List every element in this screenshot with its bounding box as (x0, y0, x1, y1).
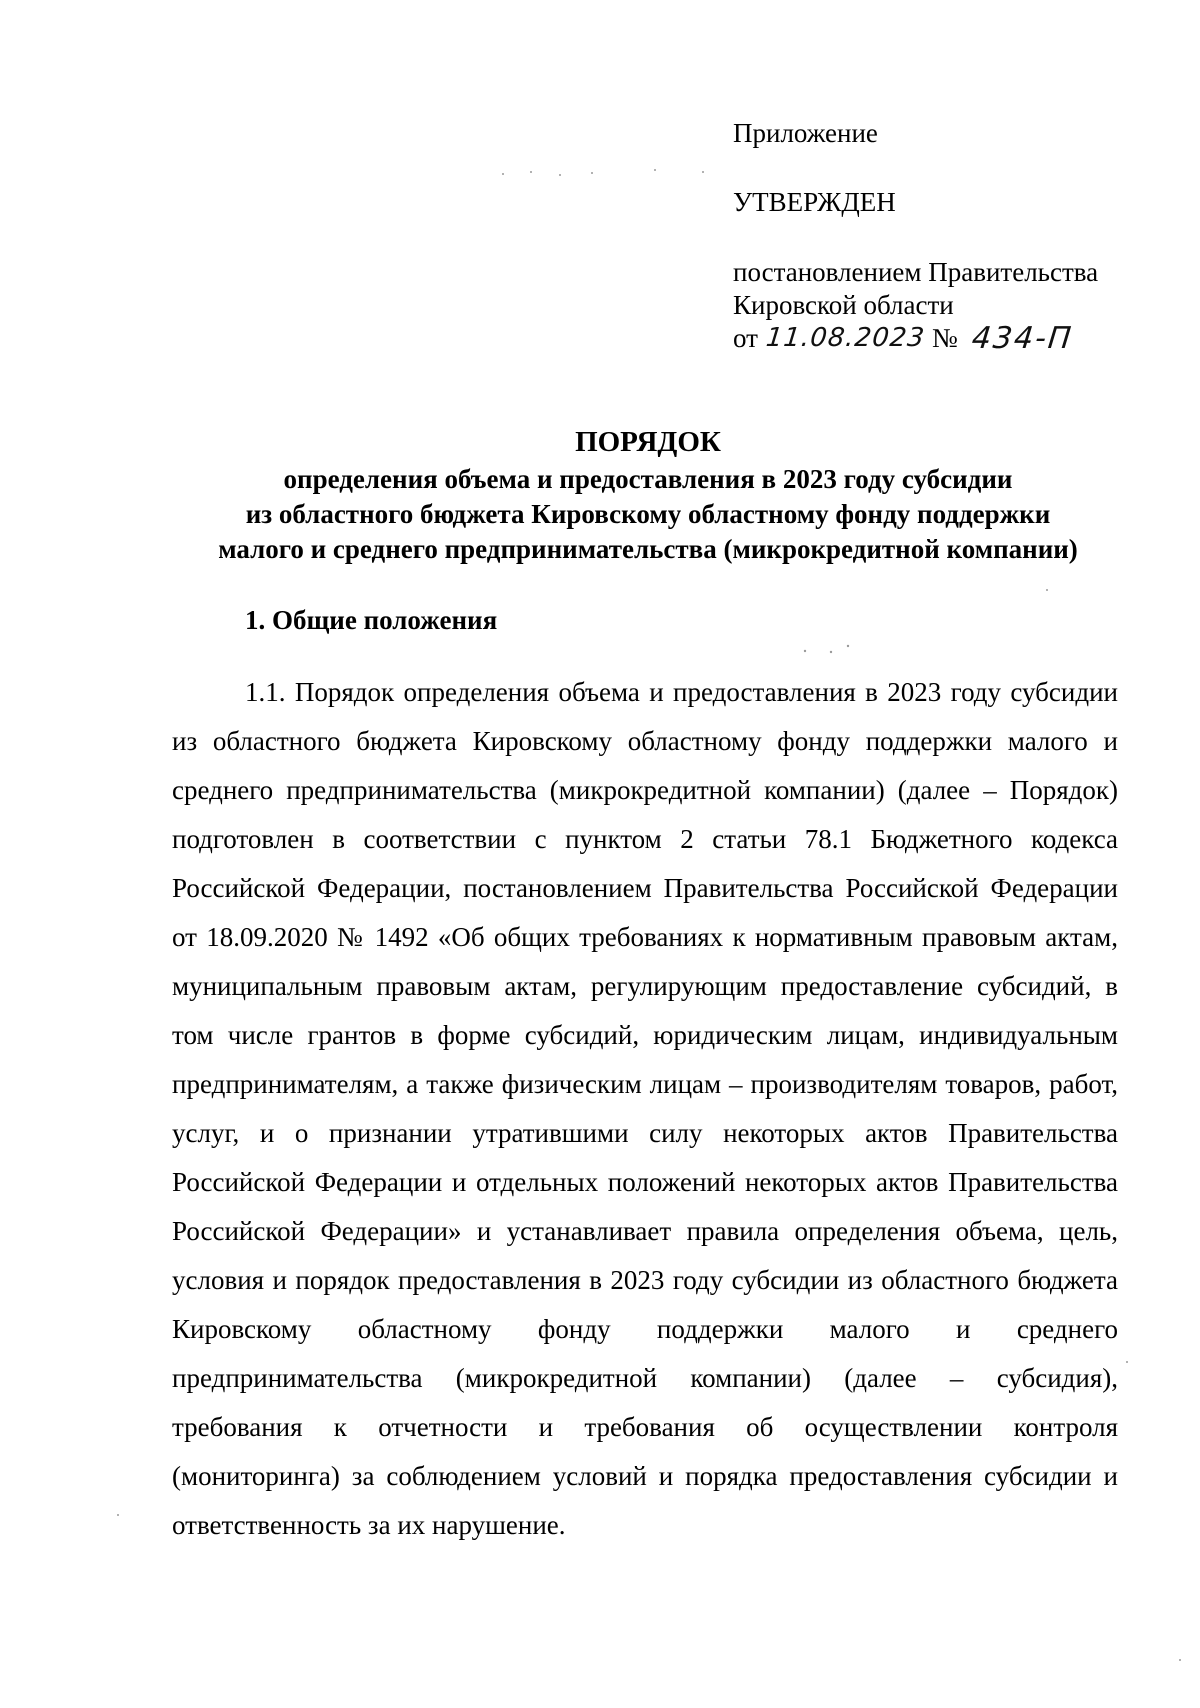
approval-stamp-block (733, 117, 1173, 355)
section-paragraph: 1.1. Порядок определения объема и предоставления в 2023 году субсидии из областного бюджета Кировскому областному фонду поддержки малого и среднего предпринимательства (микрокредитной компании) (далее – Порядок) подготовлен в соответствии с пунктом 2 статьи 78.1 Бюджетного кодекса Российской Федерации, постановлением Правительства Российской Федерации от 18.09.2020 № 1492 «Об общих требованиях к нормативным правовым актам, муниципальным правовым актам, регулирующим предоставление субсидий, в том числе грантов в форме субсидий, юридическим лицам, индивидуальным предпринимателям, а также физическим лицам – производителям товаров, работ, услуг, и о признании утратившими силу некоторых актов Правительства Российской Федерации и отдельных положений некоторых актов Правительства Российской Федерации» и устанавливает правила определения объема, цель, условия и порядок предоставления в 2023 году субсидии из областного бюджета Кировскому областному фонду поддержки малого и среднего предпринимательства (микрокредитной компании) (далее – субсидия), требования к отчетности и требования об осуществлении контроля (мониторинга) за соблюдением условий и порядка предоставления субсидии и ответственность за их нарушение. (172, 677, 1118, 1540)
document-title: ПОРЯДОК (575, 426, 721, 458)
document-subtitle-line-1: определения объема и предоставления в 2023 году субсидии (283, 464, 1013, 494)
number-sign: № (931, 323, 958, 353)
decree-line-1: постановлением Правительства (733, 257, 1099, 287)
section-heading: 1. Общие положения (245, 605, 498, 635)
handwritten-date: 11.08.2023 (764, 323, 927, 353)
document-subtitle-line-3: малого и среднего предпринимательства (микрокредитной компании) (218, 534, 1078, 564)
decree-date-number-row (733, 322, 1173, 355)
approved-label: УТВЕРЖДЕН (733, 187, 896, 217)
appendix-label: Приложение (733, 118, 878, 148)
from-prefix: от (733, 323, 758, 353)
decree-line-2: Кировской области (733, 290, 954, 320)
handwritten-number: 434-П (969, 321, 1075, 356)
document-title-block (170, 425, 1126, 567)
document-subtitle-line-2: из областного бюджета Кировскому областному фонду поддержки (245, 499, 1051, 529)
